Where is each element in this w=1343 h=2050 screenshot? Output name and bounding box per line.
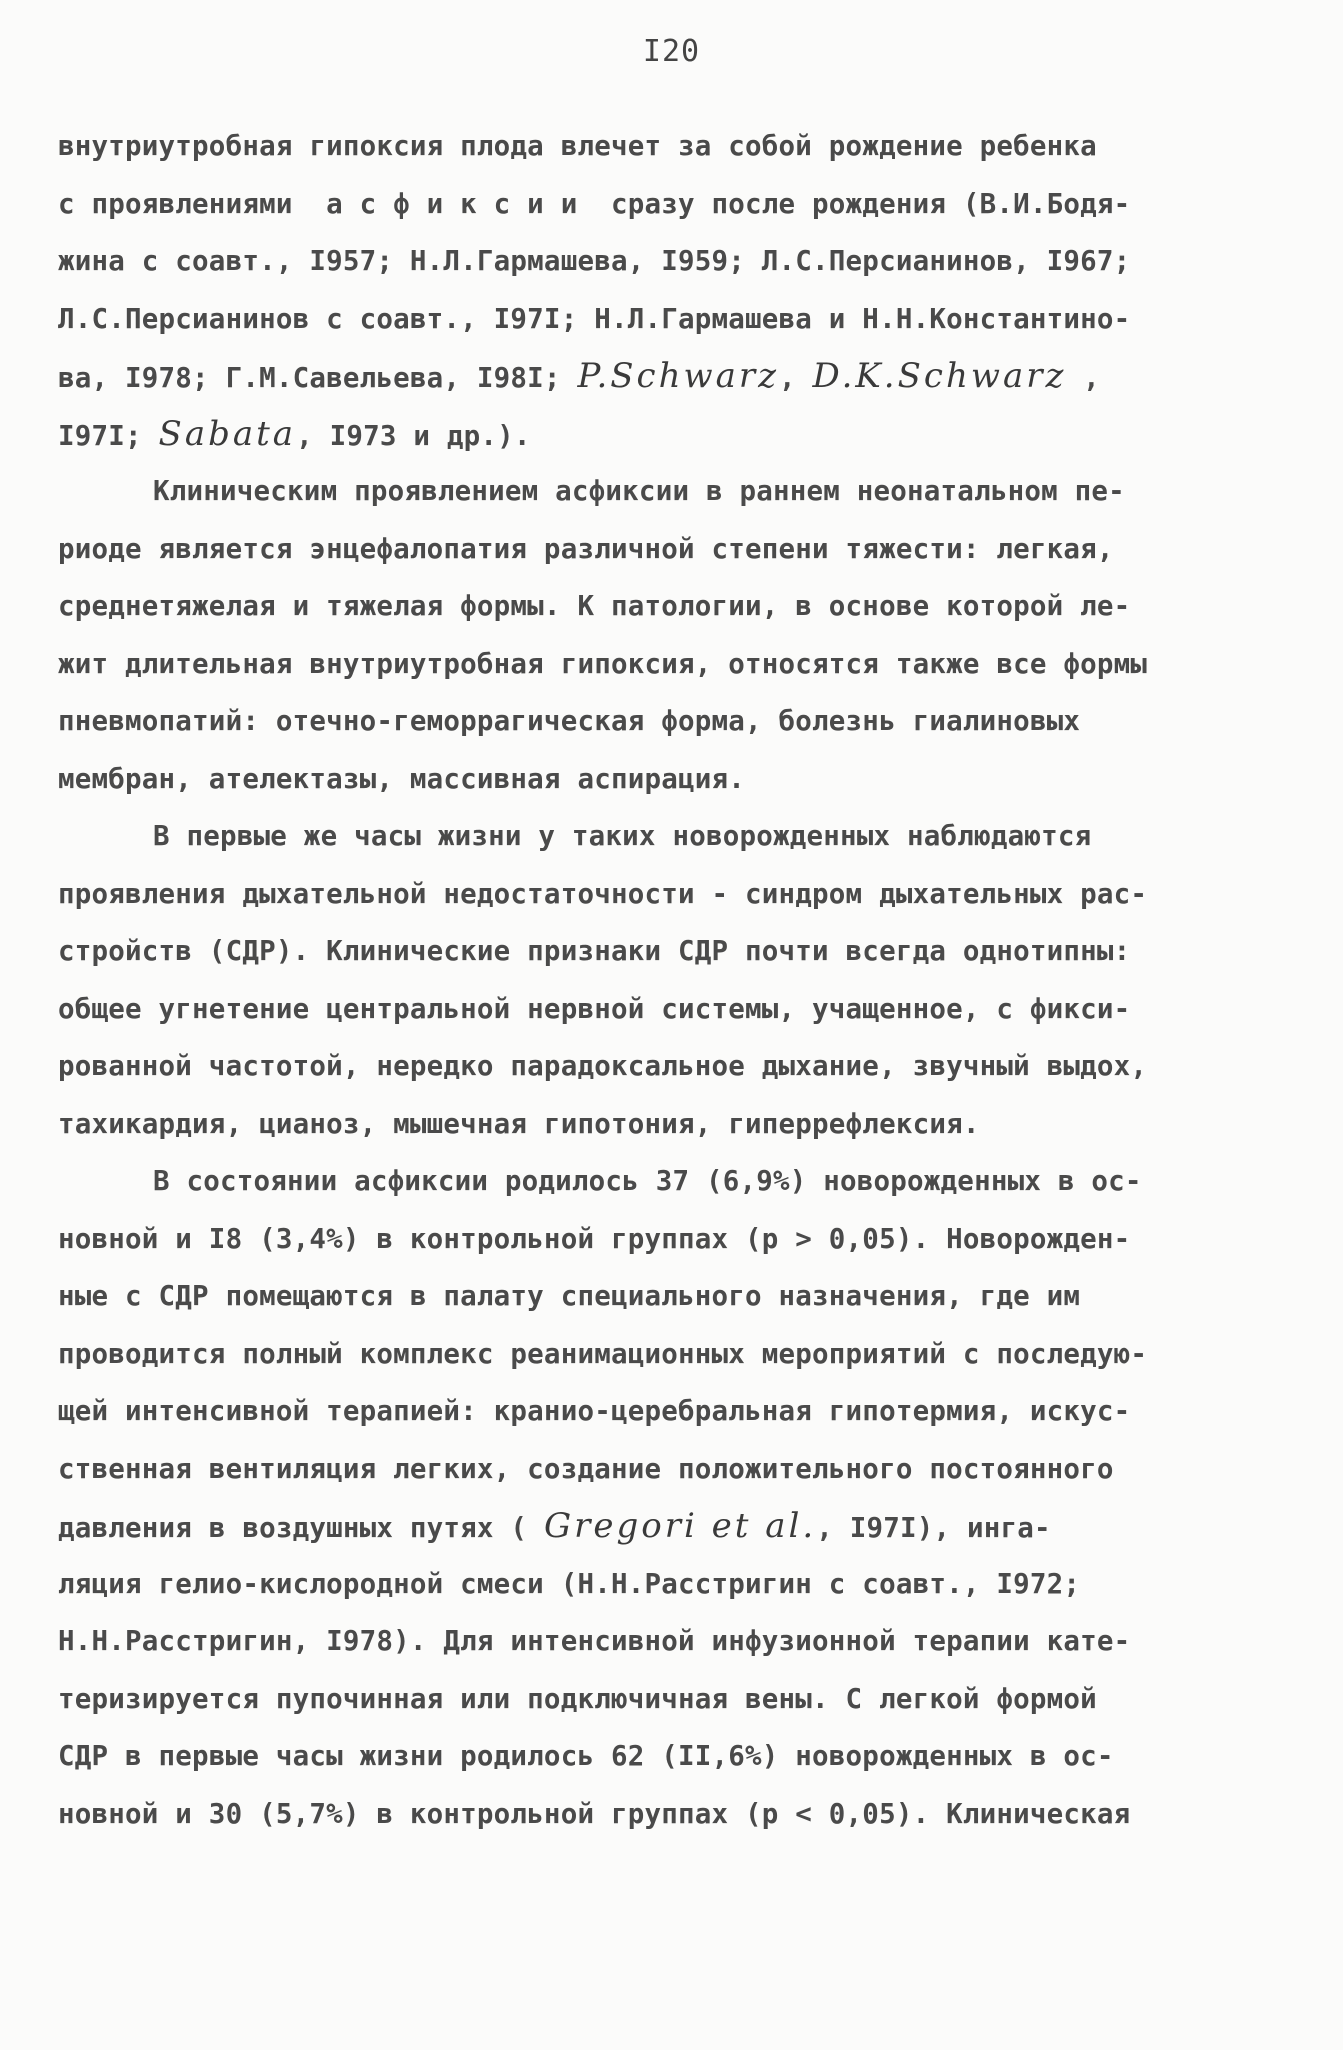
handwritten-author: P.Schwarz xyxy=(577,356,780,396)
text-line: ва, I978; Г.М.Савельева, I98I; P.Schwarz, D.K.Schwarz , xyxy=(58,356,1100,396)
text-line: риоде является энцефалопатия различной степени тяжести: легкая, xyxy=(58,532,1114,565)
handwritten-author: D.K.Schwarz xyxy=(812,356,1067,396)
text-line: проводится полный комплекс реанимационных мероприятий с последую- xyxy=(58,1337,1148,1370)
text-line: новной и I8 (3,4%) в контрольной группах (р > 0,05). Новорожден- xyxy=(58,1222,1131,1255)
body-text xyxy=(58,118,1308,1843)
text-line: внутриутробная гипоксия плода влечет за собой рождение ребенка xyxy=(58,130,1097,162)
text-line: давления в воздушных путях ( Gregori et al., I97I), инга- xyxy=(58,1506,1051,1546)
page-number: I20 xyxy=(642,34,701,69)
text-line: среднетяжелая и тяжелая формы. К патологии, в основе которой ле- xyxy=(58,590,1131,622)
text-line: ственная вентиляция легких, создание положительного постоянного xyxy=(58,1452,1114,1485)
handwritten-author: Gregori et al. xyxy=(543,1506,817,1546)
text-line: пневмопатий: отечно-геморрагическая форма, болезнь гиалиновых xyxy=(58,705,1081,737)
handwritten-author: Sabata xyxy=(158,413,297,454)
text-line: общее угнетение центральной нервной системы, учащенное, с фикси- xyxy=(58,992,1131,1025)
text-line: Л.С.Персианинов с соавт., I97I; Н.Л.Гармашева и Н.Н.Константино- xyxy=(58,302,1131,335)
text-line: стройств (СДР). Клинические признаки СДР почти всегда однотипны: xyxy=(58,935,1131,967)
paragraph-start: Клиническим проявлением асфиксии в раннем неонатальном пе- xyxy=(153,475,1125,507)
paragraph-start: В первые же часы жизни у таких новорожденных наблюдаются xyxy=(153,820,1092,852)
text-line: проявления дыхательной недостаточности - синдром дыхательных рас- xyxy=(58,877,1148,910)
text-line: мембран, ателектазы, массивная аспирация. xyxy=(58,762,746,795)
text-line: новной и 30 (5,7%) в контрольной группах (р < 0,05). Клиническая xyxy=(58,1797,1131,1830)
text-line: щей интенсивной терапией: кранио-церебральная гипотермия, искус- xyxy=(58,1395,1131,1427)
text-line: рованной частотой, нередко парадоксальное дыхание, звучный выдох, xyxy=(58,1050,1148,1082)
text-line: с проявлениями а с ф и к с и и сразу после рождения (В.И.Бодя- xyxy=(58,187,1131,220)
text-line: теризируется пупочинная или подключичная вены. С легкой формой xyxy=(58,1682,1097,1715)
text-line: ные с СДР помещаются в палату специального назначения, где им xyxy=(58,1280,1081,1312)
text-line: СДР в первые часы жизни родилось 62 (II,6%) новорожденных в ос- xyxy=(58,1740,1114,1772)
text-line: жит длительная внутриутробная гипоксия, относятся также все формы xyxy=(58,647,1148,680)
text-line: I97I; Sabata, I973 и др.). xyxy=(58,413,531,454)
text-line: ляция гелио-кислородной смеси (Н.Н.Расстригин с соавт., I972; xyxy=(58,1567,1081,1600)
text-line: тахикардия, цианоз, мышечная гипотония, гиперрефлексия. xyxy=(58,1107,980,1140)
paragraph-start: В состоянии асфиксии родилось 37 (6,9%) новорожденных в ос- xyxy=(153,1165,1142,1197)
text-line: Н.Н.Расстригин, I978). Для интенсивной инфузионной терапии кате- xyxy=(58,1625,1131,1657)
text-line: жина с соавт., I957; Н.Л.Гармашева, I959; Л.С.Персианинов, I967; xyxy=(58,245,1131,277)
